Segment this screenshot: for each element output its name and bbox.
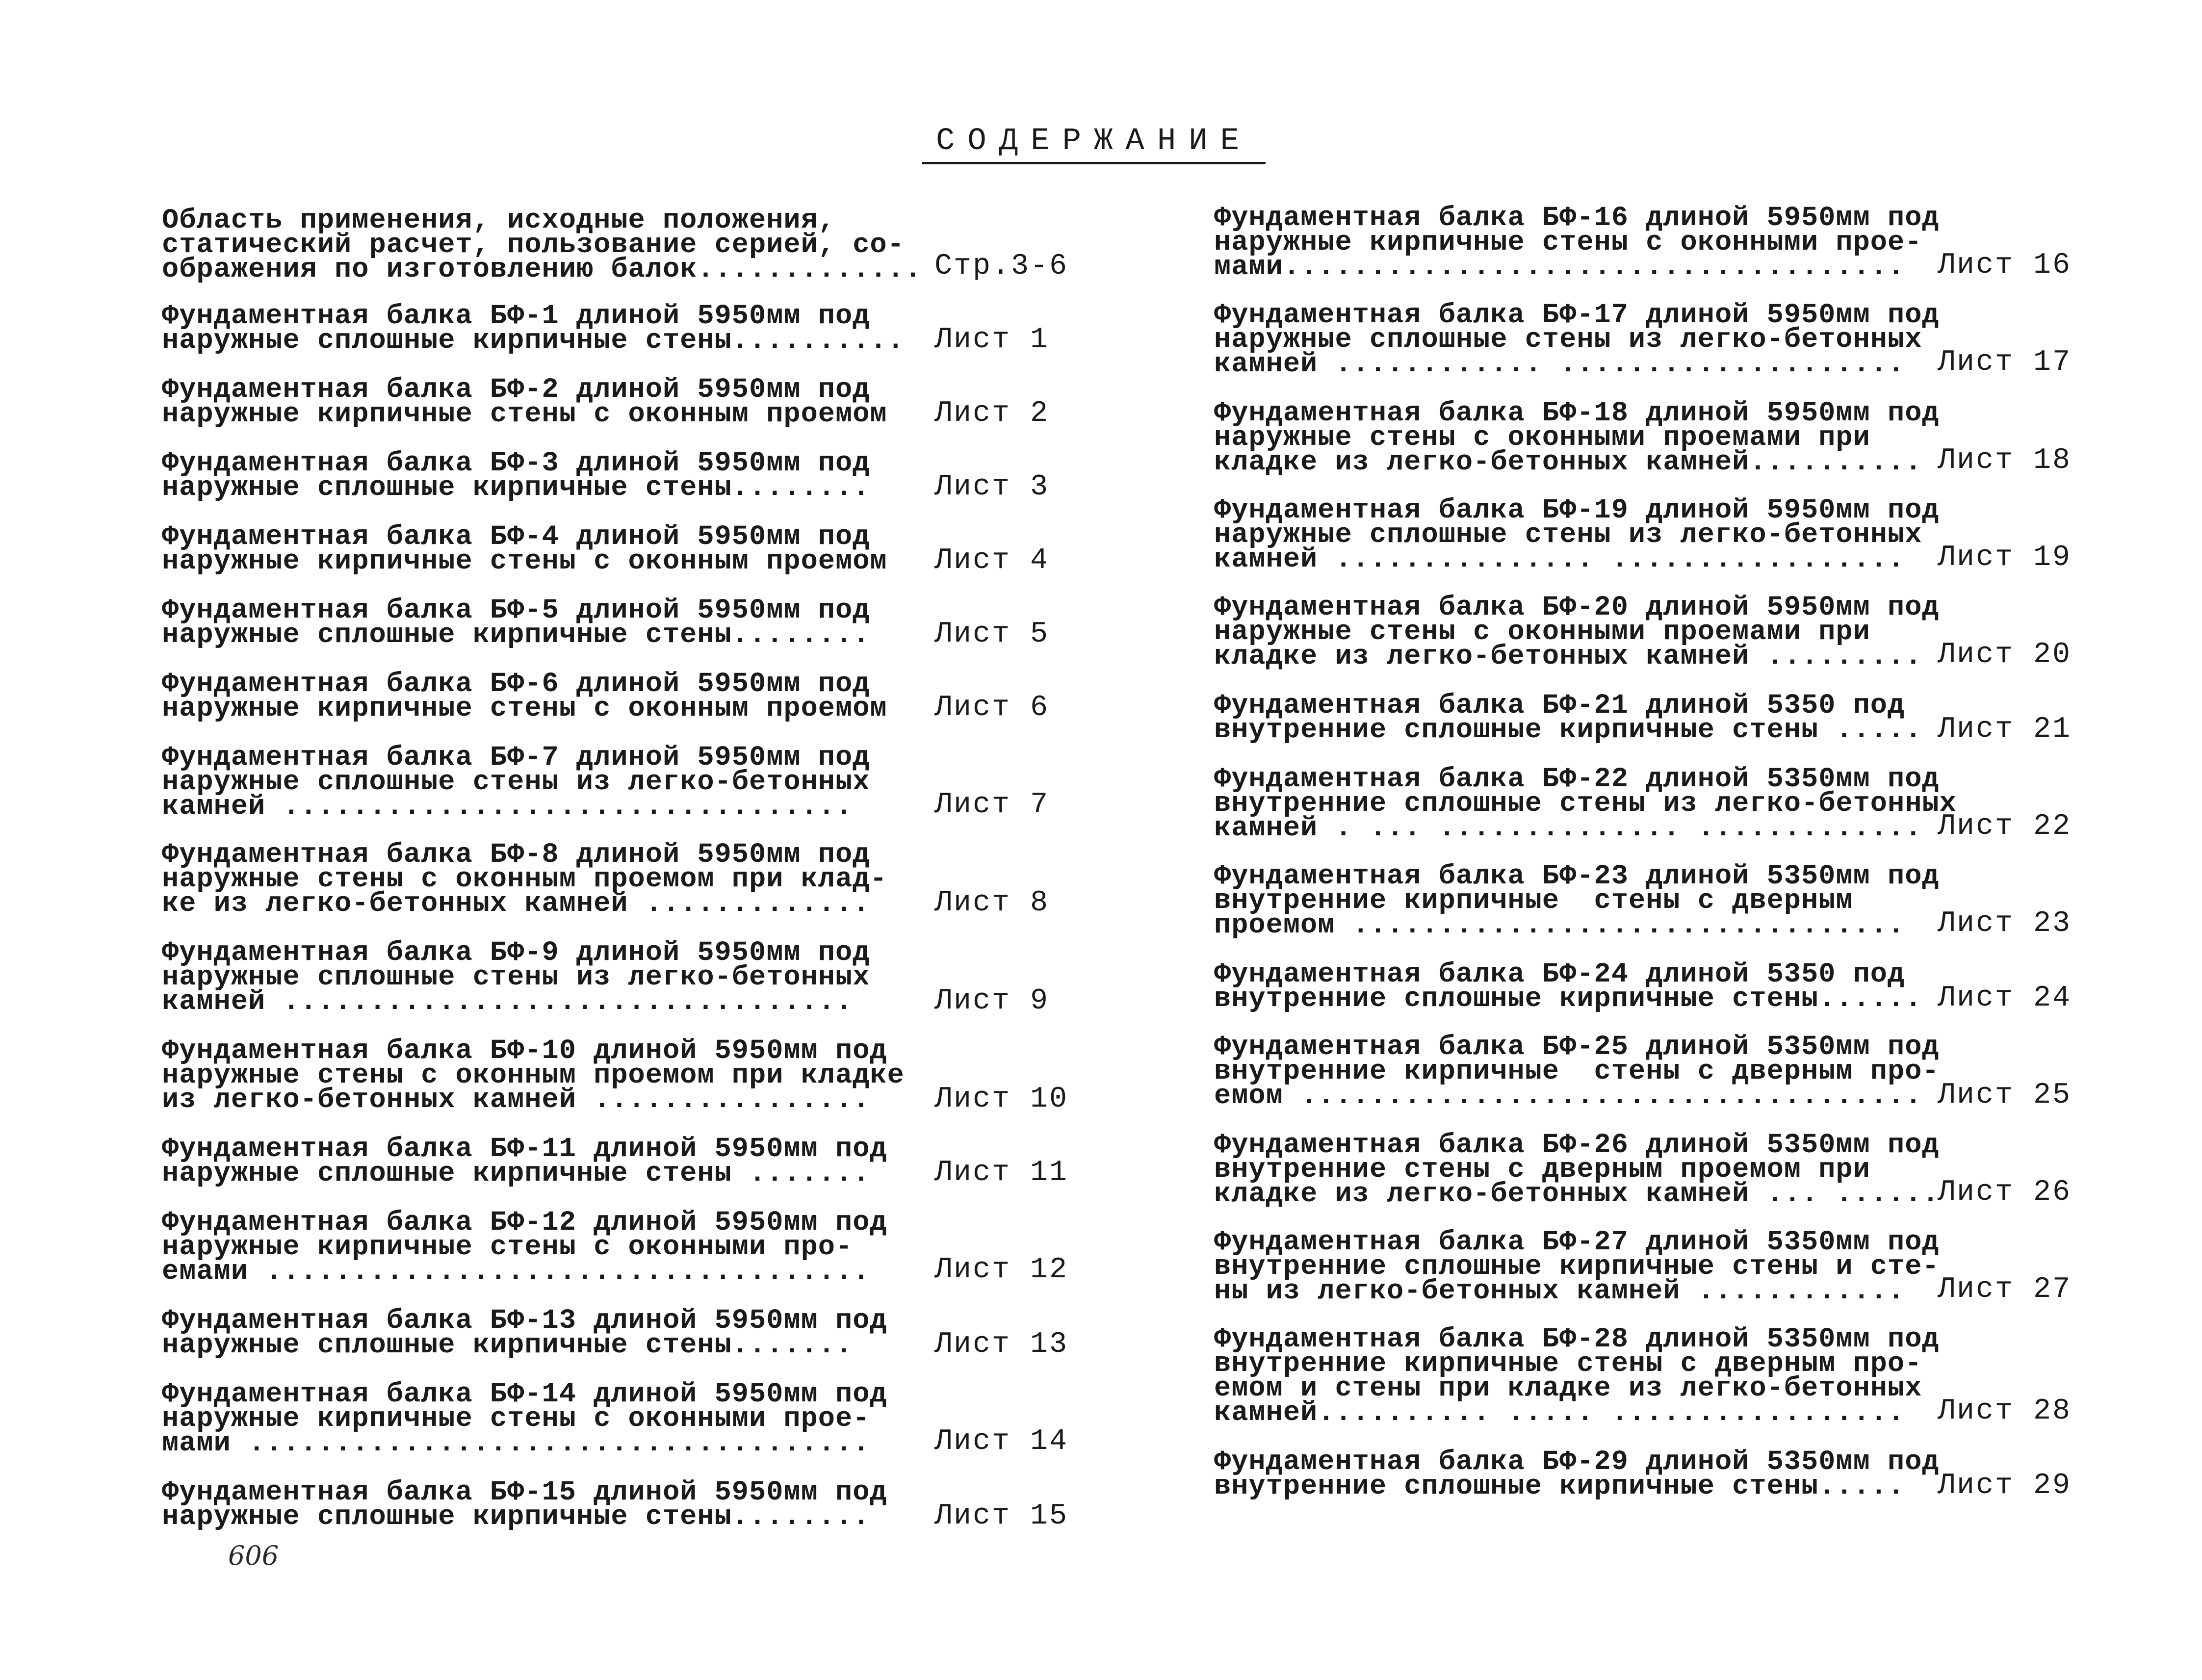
toc-entry-line: Фундаментная балка БФ-29 длиной 5350мм под bbox=[1214, 1447, 1940, 1478]
toc-entry-line: мами .................................... bbox=[162, 1428, 870, 1459]
toc-entry-line: наружные сплошные кирпичные стены........ bbox=[162, 620, 870, 651]
toc-entry-line: наружные сплошные кирпичные стены........ bbox=[162, 1501, 870, 1533]
toc-entry-page-ref: Лист 17 bbox=[1938, 346, 2072, 379]
toc-entry-title bbox=[162, 374, 887, 430]
handwritten-page-number: 606 bbox=[228, 1540, 279, 1571]
toc-entry-line: Фундаментная балка БФ-9 длиной 5950мм под bbox=[162, 937, 870, 969]
toc-entry-page-ref: Лист 20 bbox=[1938, 638, 2072, 672]
toc-entry-line: Фундаментная балка БФ-25 длиной 5350мм под bbox=[1214, 1032, 1940, 1063]
toc-entry-line: наружные стены с оконными проемами при bbox=[1214, 617, 1870, 648]
toc-entry-line: камней ............... ................. bbox=[1214, 544, 1905, 575]
toc-entry-line: кладке из легко-бетонных камней.......... bbox=[1214, 447, 1922, 478]
toc-entry-title bbox=[162, 1207, 887, 1288]
toc-entry-line: наружные кирпичные стены с оконным проемом bbox=[162, 546, 887, 577]
toc-entry-line: наружные кирпичные стены с оконными про- bbox=[162, 1232, 853, 1263]
toc-entry-line: Фундаментная балка БФ-10 длиной 5950мм под bbox=[162, 1035, 887, 1067]
toc-entry-line: кладке из легко-бетонных камней ... ...... bbox=[1214, 1179, 1940, 1210]
toc-entry-title bbox=[1214, 398, 1940, 478]
toc-entry-title bbox=[162, 669, 887, 724]
toc-entry-title bbox=[162, 1305, 887, 1361]
toc-entry-line: ке из легко-бетонных камней ............. bbox=[162, 888, 870, 920]
toc-entry-line: емом .................................... bbox=[1214, 1081, 1922, 1112]
toc-entry-page-ref: Лист 23 bbox=[1938, 907, 2072, 940]
toc-entry-line: внутренние стены с дверным проемом при bbox=[1214, 1154, 1870, 1186]
toc-entry-line: наружные стены с оконными проемами при bbox=[1214, 422, 1870, 454]
toc-entry-line: наружные стены с оконным проемом при кладке bbox=[162, 1060, 905, 1091]
toc-entry-line: внутренние сплошные кирпичные стены и сте- bbox=[1214, 1251, 1940, 1283]
toc-entry-line: Фундаментная балка БФ-23 длиной 5350мм под bbox=[1214, 861, 1940, 892]
toc-entry-title bbox=[1214, 203, 1940, 283]
toc-entry-line: внутренние кирпичные стены с дверным про- bbox=[1214, 1056, 1940, 1087]
toc-entry-line: внутренние сплошные кирпичные стены ..... bbox=[1214, 715, 1922, 746]
toc-entry-line: наружные сплошные кирпичные стены........ bbox=[162, 472, 870, 504]
toc-entry-page-ref: Лист 25 bbox=[1938, 1079, 2072, 1112]
toc-entry-line: наружные кирпичные стены с оконным проемом bbox=[162, 693, 887, 724]
toc-entry-line: наружные сплошные кирпичные стены....... bbox=[162, 1330, 853, 1361]
toc-entry-line: Фундаментная балка БФ-8 длиной 5950мм под bbox=[162, 839, 870, 871]
toc-entry-page-ref: Лист 4 bbox=[934, 544, 1050, 577]
toc-entry-line: Фундаментная балка БФ-15 длиной 5950мм под bbox=[162, 1477, 887, 1508]
toc-entry-line: Фундаментная балка БФ-18 длиной 5950мм под bbox=[1214, 398, 1940, 429]
toc-entry-page-ref: Лист 12 bbox=[934, 1253, 1069, 1287]
toc-entry-line: Фундаментная балка БФ-14 длиной 5950мм под bbox=[162, 1379, 887, 1410]
toc-entry-line: наружные сплошные стены из легко-бетонных bbox=[162, 962, 870, 993]
toc-entry-line: Область применения, исходные положения, bbox=[162, 205, 836, 236]
toc-entry-line: внутренние кирпичные стены с дверным bbox=[1214, 885, 1853, 917]
toc-entry-line: камней.......... ..... ................. bbox=[1214, 1397, 1905, 1429]
toc-entry-title bbox=[162, 839, 887, 920]
toc-entry-line: наружные кирпичные стены с оконными прое- bbox=[162, 1403, 870, 1435]
toc-entry-title bbox=[1214, 861, 1940, 941]
toc-entry-title bbox=[162, 301, 905, 357]
toc-entry-title bbox=[162, 205, 922, 285]
toc-entry-page-ref: Лист 19 bbox=[1938, 541, 2072, 574]
toc-entry-page-ref: Лист 28 bbox=[1938, 1395, 2072, 1428]
toc-entry-line: Фундаментная балка БФ-7 длиной 5950мм под bbox=[162, 742, 870, 774]
toc-entry-line: наружные сплошные стены из легко-бетонных bbox=[1214, 519, 1922, 551]
toc-entry-page-ref: Лист 29 bbox=[1938, 1469, 2072, 1502]
toc-entry-title bbox=[1214, 959, 1922, 1015]
toc-entry-page-ref: Лист 22 bbox=[1938, 810, 2072, 843]
toc-entry-line: кладке из легко-бетонных камней ......... bbox=[1214, 641, 1922, 672]
toc-entry-page-ref: Лист 27 bbox=[1938, 1273, 2072, 1306]
toc-entry-line: наружные сплошные стены из легко-бетонных bbox=[1214, 324, 1922, 356]
toc-entry-line: наружные сплошные стены из легко-бетонных bbox=[162, 767, 870, 798]
toc-entry-title bbox=[162, 937, 870, 1018]
page-title: СОДЕРЖАНИЕ bbox=[922, 122, 1266, 164]
toc-entry-line: наружные кирпичные стены с оконным проемом bbox=[162, 399, 887, 430]
toc-entry-line: наружные стены с оконным проемом при клад- bbox=[162, 864, 887, 895]
toc-entry-title bbox=[162, 448, 870, 504]
toc-entry-line: проемом ................................ bbox=[1214, 910, 1905, 941]
toc-entry-page-ref: Лист 18 bbox=[1938, 444, 2072, 477]
toc-entry-page-ref: Лист 10 bbox=[934, 1083, 1069, 1116]
toc-entry-line: камней ............ .................... bbox=[1214, 349, 1905, 380]
toc-entry-page-ref: Лист 26 bbox=[1938, 1176, 2072, 1209]
toc-entry-page-ref: Лист 5 bbox=[934, 618, 1050, 651]
toc-entry-line: Фундаментная балка БФ-3 длиной 5950мм под bbox=[162, 448, 870, 479]
toc-entry-page-ref: Лист 13 bbox=[934, 1328, 1069, 1361]
toc-entry-title bbox=[1214, 1227, 1940, 1307]
toc-entry-line: Фундаментная балка БФ-16 длиной 5950мм под bbox=[1214, 203, 1940, 234]
toc-entry-title bbox=[162, 742, 870, 823]
toc-entry-line: Фундаментная балка БФ-27 длиной 5350мм под bbox=[1214, 1227, 1940, 1258]
toc-entry-line: из легко-бетонных камней ................ bbox=[162, 1085, 870, 1116]
toc-entry-title bbox=[162, 1379, 887, 1459]
toc-entry-line: камней ................................. bbox=[162, 791, 853, 823]
toc-entry-line: Фундаментная балка БФ-11 длиной 5950мм под bbox=[162, 1134, 887, 1165]
toc-entry-title bbox=[162, 1134, 887, 1189]
toc-entry-page-ref: Лист 24 bbox=[1938, 982, 2072, 1015]
toc-entry-line: Фундаментная балка БФ-1 длиной 5950мм под bbox=[162, 301, 870, 332]
toc-entry-title bbox=[1214, 300, 1940, 380]
toc-entry-page-ref: Лист 6 bbox=[934, 691, 1050, 724]
toc-entry-page-ref: Лист 14 bbox=[934, 1425, 1069, 1458]
toc-entry-line: Фундаментная балка БФ-13 длиной 5950мм под bbox=[162, 1305, 887, 1337]
toc-entry-page-ref: Стр.3-6 bbox=[934, 250, 1069, 283]
toc-entry-page-ref: Лист 1 bbox=[934, 323, 1050, 357]
toc-entry-line: наружные сплошные кирпичные стены ....... bbox=[162, 1158, 870, 1189]
toc-entry-title bbox=[162, 1477, 887, 1533]
toc-entry-title bbox=[1214, 1324, 1940, 1429]
toc-entry-title bbox=[1214, 1447, 1940, 1502]
toc-entry-line: Фундаментная балка БФ-24 длиной 5350 под bbox=[1214, 959, 1905, 990]
toc-entry-title bbox=[1214, 690, 1922, 746]
toc-entry-title bbox=[162, 595, 870, 651]
toc-entry-line: Фундаментная балка БФ-12 длиной 5950мм под bbox=[162, 1207, 887, 1239]
toc-entry-line: камней ................................. bbox=[162, 986, 853, 1018]
toc-entry-line: Фундаментная балка БФ-21 длиной 5350 под bbox=[1214, 690, 1905, 722]
toc-entry-page-ref: Лист 11 bbox=[934, 1156, 1069, 1189]
toc-entry-line: Фундаментная балка БФ-17 длиной 5950мм под bbox=[1214, 300, 1940, 331]
toc-entry-page-ref: Лист 9 bbox=[934, 984, 1050, 1018]
toc-entry-line: Фундаментная балка БФ-4 длиной 5950мм под bbox=[162, 521, 870, 553]
toc-entry-title bbox=[1214, 1130, 1940, 1210]
toc-entry-line: внутренние сплошные кирпичные стены...... bbox=[1214, 983, 1922, 1015]
toc-entry-title bbox=[1214, 1032, 1940, 1112]
toc-entry-page-ref: Лист 2 bbox=[934, 397, 1050, 430]
toc-entry-line: Фундаментная балка БФ-26 длиной 5350мм под bbox=[1214, 1130, 1940, 1161]
toc-entry-page-ref: Лист 7 bbox=[934, 788, 1050, 822]
toc-entry-line: статический расчет, пользование серией, со- bbox=[162, 230, 905, 261]
toc-entry-title bbox=[1214, 592, 1940, 672]
toc-entry-line: Фундаментная балка БФ-22 длиной 5350мм под bbox=[1214, 764, 1940, 795]
toc-entry-line: Фундаментная балка БФ-20 длиной 5950мм под bbox=[1214, 592, 1940, 623]
toc-entry-title bbox=[1214, 764, 1957, 844]
toc-entry-line: Фундаментная балка БФ-2 длиной 5950мм под bbox=[162, 374, 870, 406]
toc-entry-line: Фундаментная балка БФ-28 длиной 5350мм под bbox=[1214, 1324, 1940, 1355]
toc-entry-page-ref: Лист 16 bbox=[1938, 249, 2072, 282]
toc-entry-line: Фундаментная балка БФ-5 длиной 5950мм под bbox=[162, 595, 870, 626]
toc-entry-page-ref: Лист 15 bbox=[934, 1499, 1069, 1533]
toc-entry-title bbox=[162, 521, 887, 577]
toc-entry-line: Фундаментная балка БФ-6 длиной 5950мм под bbox=[162, 669, 870, 700]
toc-entry-line: Фундаментная балка БФ-19 длиной 5950мм под bbox=[1214, 495, 1940, 526]
toc-entry-line: внутренние сплошные кирпичные стены..... bbox=[1214, 1471, 1905, 1502]
toc-entry-line: внутренние кирпичные стены с дверным про- bbox=[1214, 1348, 1922, 1380]
toc-entry-line: камней . ... .............. ............. bbox=[1214, 813, 1922, 844]
toc-entry-line: емами ................................... bbox=[162, 1256, 870, 1288]
toc-entry-line: мами.................................... bbox=[1214, 252, 1905, 283]
toc-entry-page-ref: Лист 3 bbox=[934, 470, 1050, 504]
toc-entry-line: наружные кирпичные стены с оконными прое- bbox=[1214, 227, 1922, 258]
toc-entry-title bbox=[162, 1035, 905, 1116]
toc-entry-line: внутренние сплошные стены из легко-бетонных bbox=[1214, 788, 1957, 820]
toc-entry-page-ref: Лист 8 bbox=[934, 886, 1050, 920]
toc-entry-line: наружные сплошные кирпичные стены.......... bbox=[162, 325, 905, 357]
toc-entry-line: ображения по изготовлению балок............. bbox=[162, 254, 922, 285]
toc-entry-title bbox=[1214, 495, 1940, 575]
toc-entry-line: ны из легко-бетонных камней ............ bbox=[1214, 1276, 1905, 1307]
toc-entry-page-ref: Лист 21 bbox=[1938, 713, 2072, 746]
toc-entry-line: емом и стены при кладке из легко-бетонных bbox=[1214, 1373, 1922, 1404]
